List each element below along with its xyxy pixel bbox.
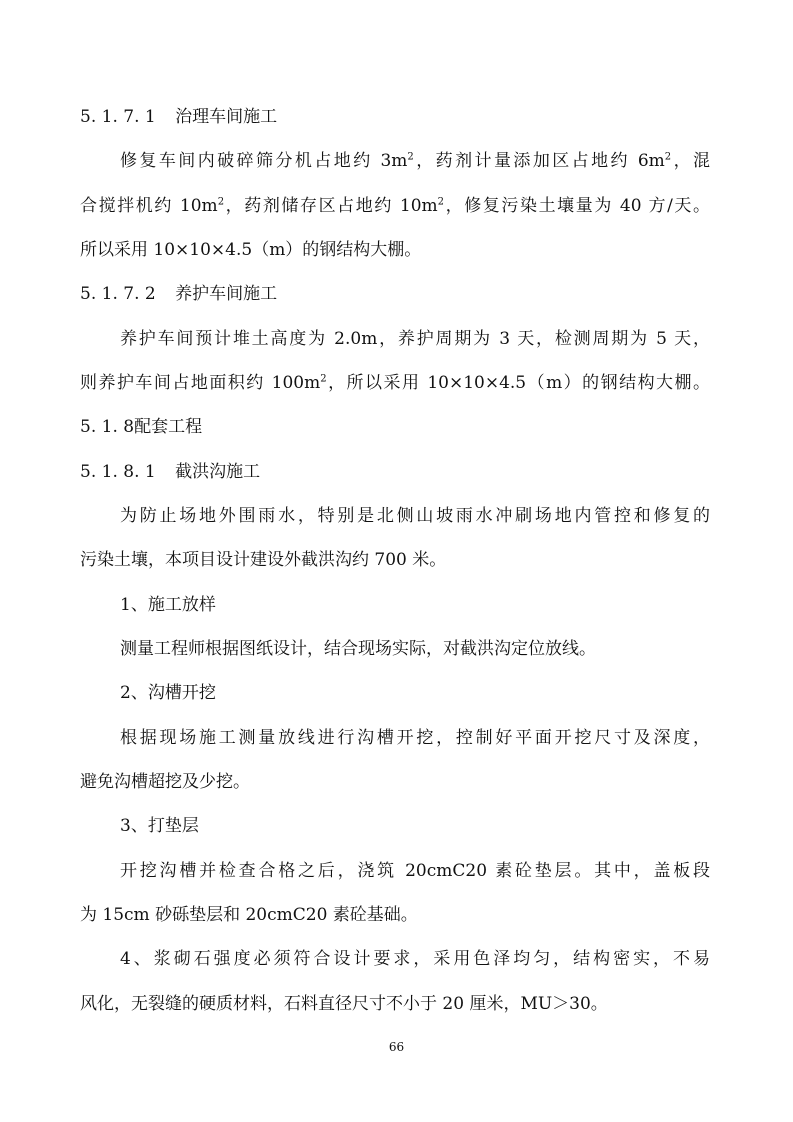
section-heading-5-1-8: 5. 1. 8配套工程 — [80, 417, 203, 437]
paragraph-line: 合搅拌机约 $10m^2$，药剂储存区占地约 $10m^2$，修复污染土壤量为 40 方/天。 — [80, 196, 711, 216]
paragraph-line: 污染土壤，本项目设计建设外截洪沟约 700 米。 — [80, 550, 447, 570]
section-number: 5. 1. 8. 1 — [80, 462, 156, 482]
section-title: 治理车间施工 — [175, 107, 278, 127]
section-heading-5-1-7-2 — [80, 283, 277, 305]
section-title: 养护车间施工 — [175, 284, 278, 304]
list-item-heading: 2、沟槽开挖 — [120, 683, 216, 703]
paragraph-line: 风化，无裂缝的硬质材料，石料直径尺寸不小于 20 厘米，MU＞30。 — [80, 994, 608, 1014]
section-number: 5. 1. 7. 1 — [80, 107, 156, 127]
list-item-heading: 1、施工放样 — [120, 595, 216, 615]
paragraph-line: 为 15cm 砂砾垫层和 20cmC20 素砼基础。 — [80, 905, 418, 925]
paragraph-line: 根据现场施工测量放线进行沟槽开挖，控制好平面开挖尺寸及深度， — [120, 728, 710, 748]
paragraph-line: 修复车间内破碎筛分机占地约 $3m^2$，药剂计量添加区占地约 $6m^2$，混 — [120, 151, 711, 171]
page-number: 66 — [388, 1040, 405, 1054]
list-item-heading: 3、打垫层 — [120, 816, 199, 836]
section-heading-5-1-8-1 — [80, 461, 260, 483]
paragraph-line: 所以采用 10×10×4.5（m）的钢结构大棚。 — [80, 240, 422, 260]
paragraph-line: 为防止场地外围雨水，特别是北侧山坡雨水冲刷场地内管控和修复的 — [120, 506, 710, 526]
paragraph-line: 避免沟槽超挖及少挖。 — [80, 772, 250, 792]
paragraph-line: 4、浆砌石强度必须符合设计要求，采用色泽均匀，结构密实，不易 — [120, 949, 710, 969]
section-heading-5-1-7-1 — [80, 106, 277, 128]
paragraph-line: 开挖沟槽并检查合格之后，浇筑 20cmC20 素砼垫层。其中，盖板段 — [120, 861, 710, 881]
section-title: 截洪沟施工 — [175, 462, 261, 482]
section-number: 5. 1. 7. 2 — [80, 284, 156, 304]
paragraph-line: 测量工程师根据图纸设计，结合现场实际，对截洪沟定位放线。 — [120, 639, 596, 659]
paragraph-line: 则养护车间占地面积约 $100m^2$，所以采用 10×10×4.5（m）的钢结构大棚。 — [80, 373, 710, 393]
paragraph-line: 养护车间预计堆土高度为 2.0m，养护周期为 3 天，检测周期为 5 天， — [120, 329, 710, 349]
